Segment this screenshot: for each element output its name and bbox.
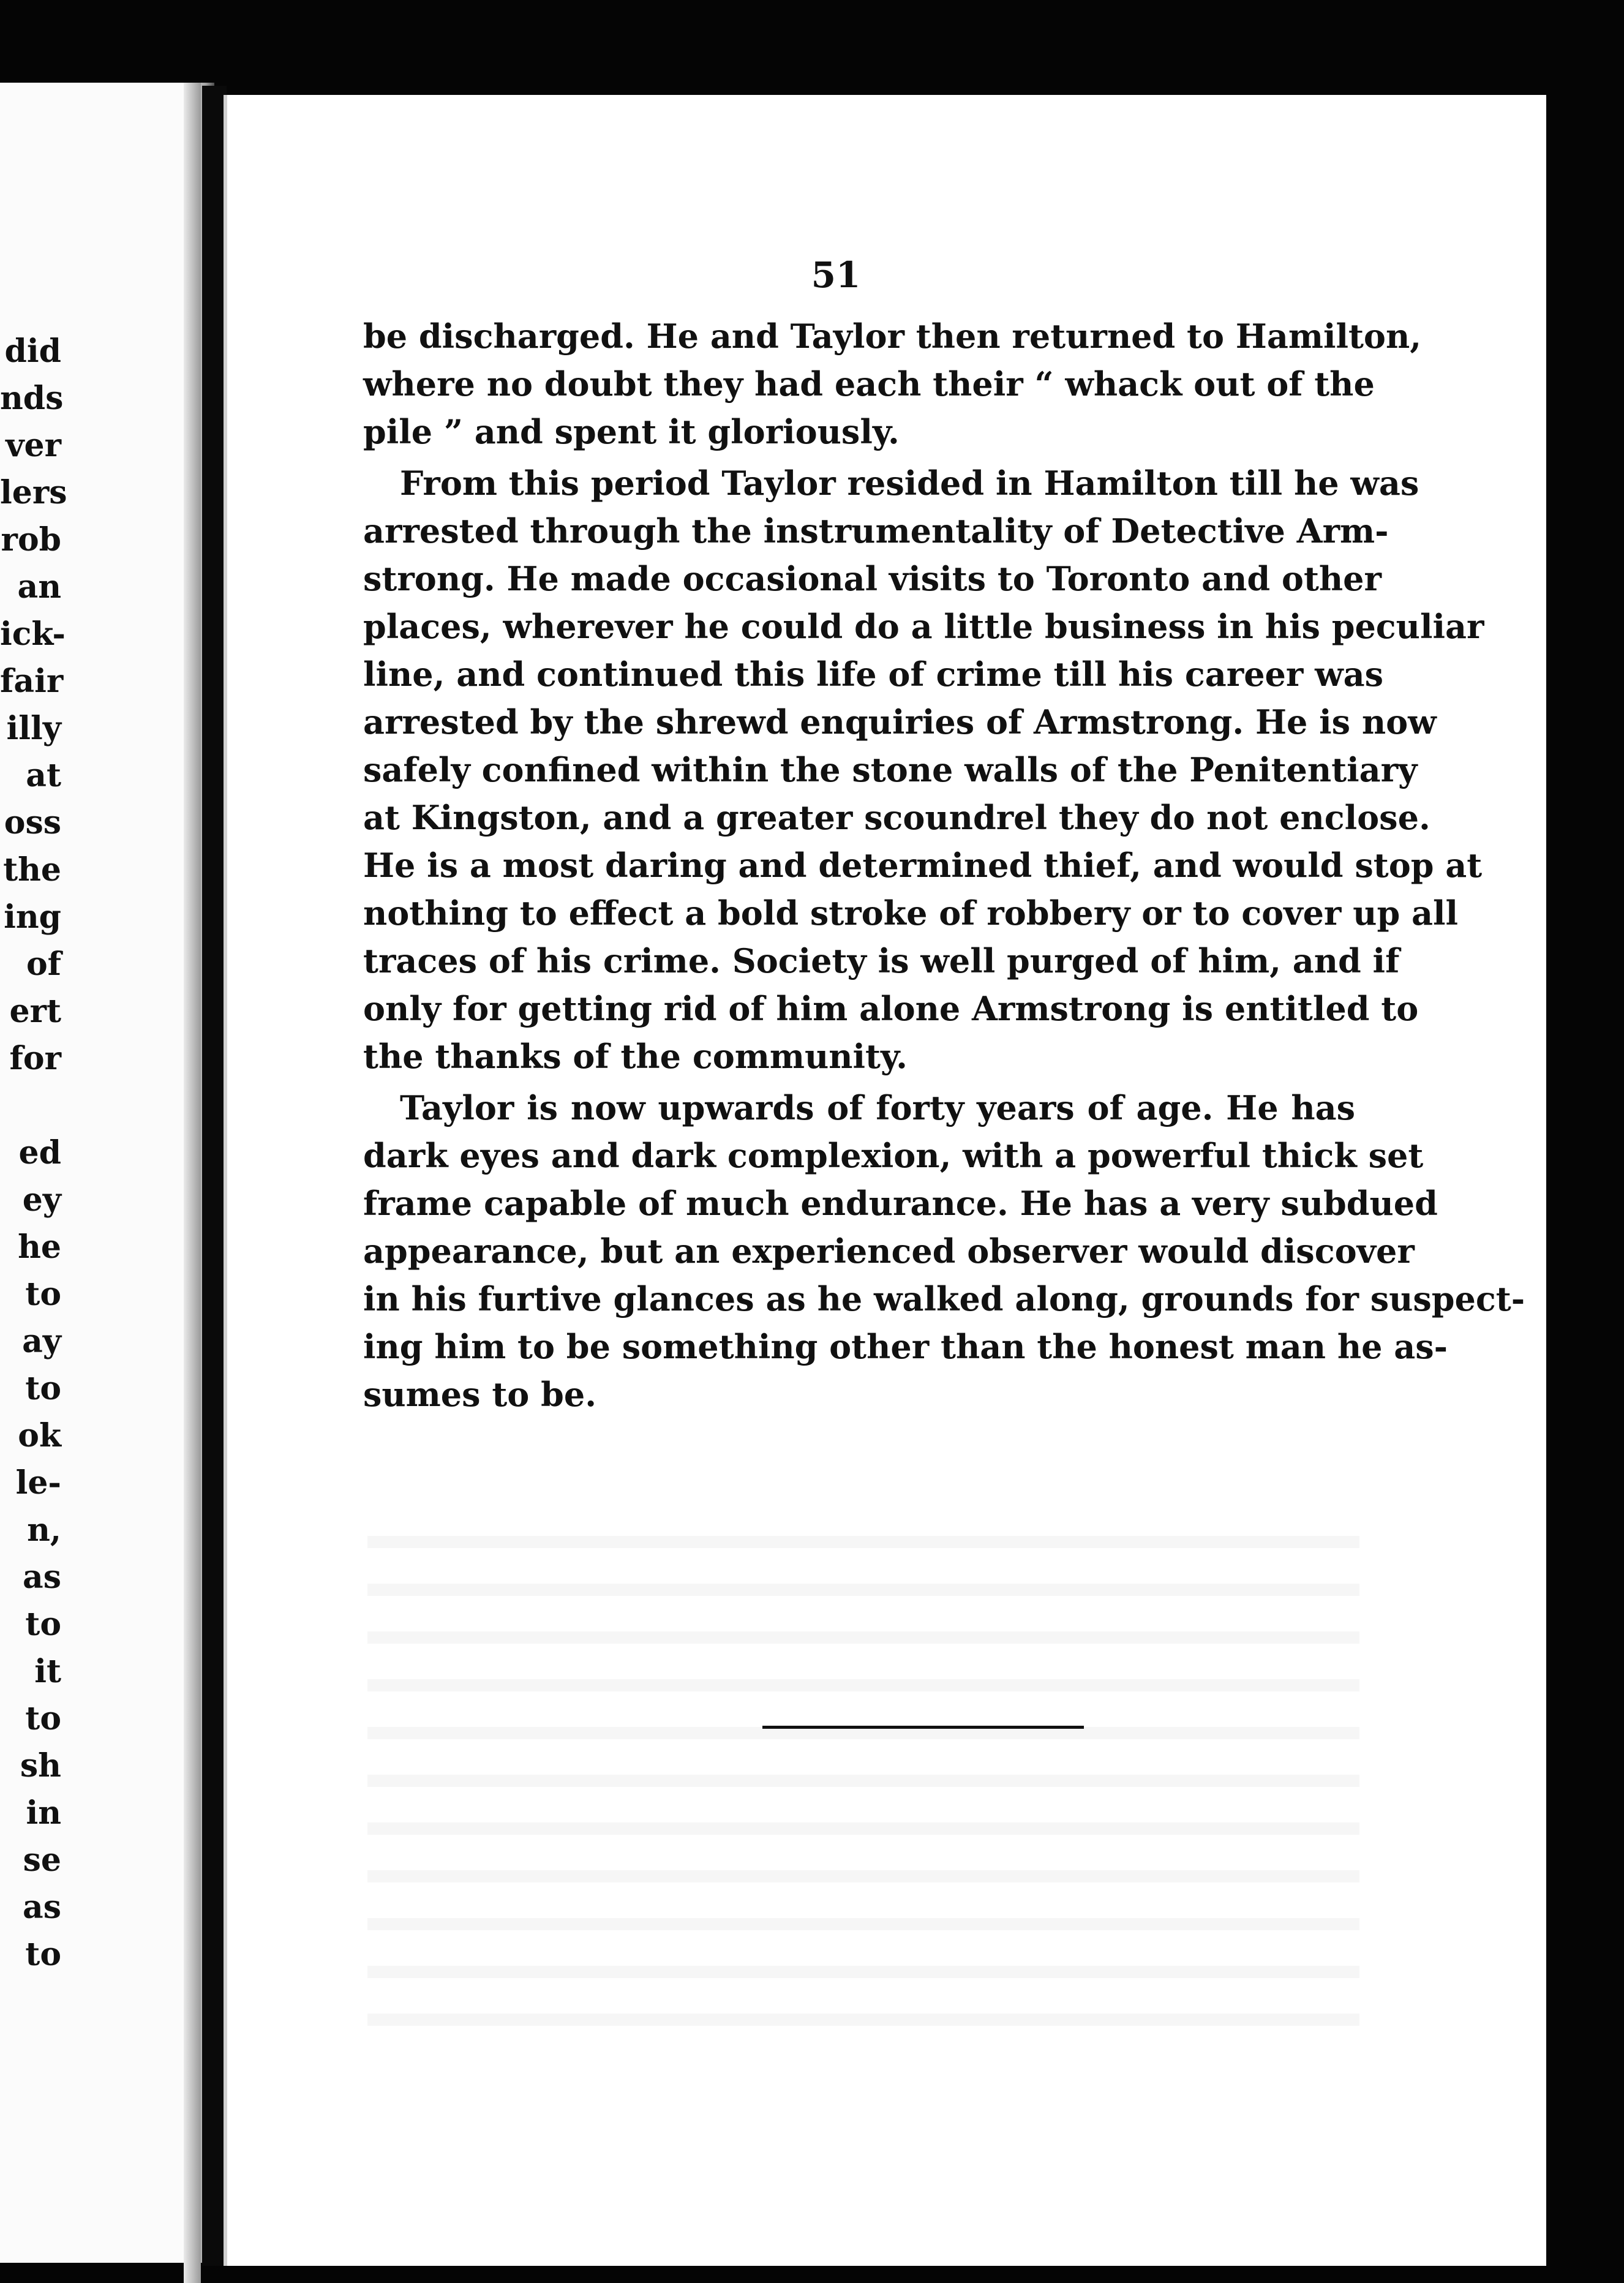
fragment: nds <box>0 380 64 417</box>
fragment: he <box>18 1228 61 1266</box>
text-line: nothing to effect a bold stroke of robbery or to cover up all <box>363 893 1459 933</box>
facing-page-text-fragments <box>0 328 67 1978</box>
fragment: sh <box>20 1747 61 1785</box>
fragment: to <box>25 1700 61 1737</box>
text-line: be discharged. He and Taylor then returned to Hamilton, <box>363 317 1421 356</box>
fragment: as <box>23 1559 61 1596</box>
fragment: it <box>34 1653 61 1690</box>
body-text <box>363 312 1525 1418</box>
fragment: the <box>3 851 61 889</box>
fragment: ver <box>6 427 61 464</box>
text-line: Taylor is now upwards of forty years of age. He has <box>400 1088 1355 1127</box>
fragment: ing <box>4 898 61 936</box>
text-line: traces of his crime. Society is well purged of him, and if <box>363 941 1400 980</box>
fragment: oss <box>4 804 61 841</box>
text-line: places, wherever he could do a little business in his peculiar <box>363 607 1484 646</box>
fragment: ey <box>22 1181 61 1219</box>
fragment: fair <box>0 663 64 700</box>
fragment: to <box>25 1936 61 1973</box>
text-line: arrested by the shrewd enquiries of Armstrong. He is now <box>363 702 1437 742</box>
fragment: illy <box>6 710 61 747</box>
page-crease <box>184 83 201 2283</box>
page-number: 51 <box>811 254 861 296</box>
fragment: at <box>26 757 61 794</box>
text-line: in his furtive glances as he walked along, grounds for suspect- <box>363 1279 1525 1318</box>
text-line: dark eyes and dark complexion, with a powerful thick set <box>363 1136 1424 1175</box>
text-line: From this period Taylor resided in Hamilton till he was <box>400 464 1419 503</box>
fragment: se <box>23 1841 61 1879</box>
text-line: pile ” and spent it gloriously. <box>363 412 900 451</box>
fragment: ok <box>18 1417 61 1454</box>
text-line: arrested through the instrumentality of Detective Arm- <box>363 511 1389 551</box>
fragment: did <box>4 333 61 370</box>
fragment: ick- <box>0 615 66 653</box>
text-line: at Kingston, and a greater scoundrel they do not enclose. <box>363 798 1430 837</box>
text-line: the thanks of the community. <box>363 1037 908 1076</box>
text-line: He is a most daring and determined thief, and would stop at <box>363 846 1483 885</box>
text-line: line, and continued this life of crime till his career was <box>363 655 1384 694</box>
fragment: for <box>9 1040 61 1077</box>
fragment: ay <box>22 1323 61 1360</box>
bleed-through-shading <box>367 1500 1359 2052</box>
fragment: n, <box>27 1511 61 1549</box>
fragment: rob <box>1 521 61 559</box>
text-line: frame capable of much endurance. He has a very subdued <box>363 1184 1438 1223</box>
facing-page-left <box>0 83 214 2263</box>
text-line: appearance, but an experienced observer would discover <box>363 1232 1415 1271</box>
fragment: as <box>23 1889 61 1926</box>
fragment: ed <box>18 1134 61 1172</box>
text-line: ing him to be something other than the honest man he as- <box>363 1327 1448 1366</box>
fragment: lers <box>0 474 67 511</box>
fragment <box>0 1082 61 1129</box>
fragment: le- <box>15 1464 61 1502</box>
fragment: ert <box>9 993 61 1030</box>
text-line: safely confined within the stone walls of the Penitentiary <box>363 750 1418 789</box>
fragment: of <box>26 946 61 983</box>
fragment: an <box>17 568 61 606</box>
fragment: to <box>25 1370 61 1407</box>
text-line: only for getting rid of him alone Armstrong is entitled to <box>363 989 1419 1028</box>
book-binding <box>202 86 227 2266</box>
text-line: strong. He made occasional visits to Toronto and other <box>363 559 1382 598</box>
fragment: to <box>25 1276 61 1313</box>
fragment: in <box>26 1794 61 1832</box>
text-line: where no doubt they had each their “ whack out of the <box>363 364 1375 404</box>
text-line: sumes to be. <box>363 1375 597 1414</box>
section-divider-rule <box>762 1726 1084 1729</box>
fragment: to <box>25 1606 61 1643</box>
